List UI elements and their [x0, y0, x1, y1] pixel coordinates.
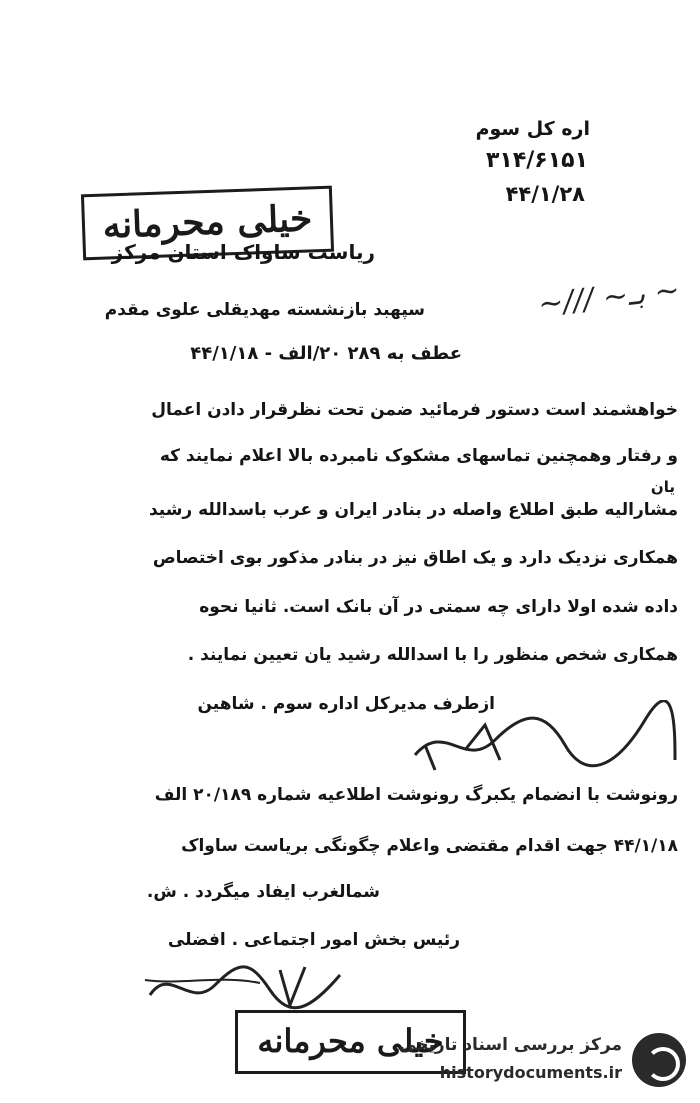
reference-line: عطف به ۲۸۹ ۲۰/الف - ۴۴/۱/۱۸: [190, 343, 462, 364]
archive-url: historydocuments.ir: [439, 1063, 622, 1082]
body-line: همکاری شخص منظور را با اسدالله رشید یان تعیین نمایند .: [187, 645, 678, 665]
body-line: همکاری نزدیک دارد و یک اطاق نیز در بنادر مذکور بوی اختصاص: [152, 548, 678, 568]
subject-line: سپهبد بازنشسته مهدیقلی علوی مقدم: [104, 300, 425, 320]
body-line: و رفتار وهمچنین تماسهای مشکوک نامبرده بالا اعلام نمایند که: [159, 446, 678, 466]
body-line: خواهشمند است دستور فرمائید ضمن تحت نظرقرار دادن اعمال: [151, 400, 678, 420]
archive-title: مرکز بررسی اسناد تاریخی: [399, 1035, 622, 1055]
confidential-stamp-bottom: خیلی محرمانه: [235, 1010, 466, 1074]
handwritten-signature: [140, 955, 380, 1015]
section-head-line: رئیس بخش امور اجتماعی . افضلی: [167, 930, 460, 950]
body-insert: یان: [650, 478, 675, 496]
confidential-stamp-top: خیلی محرمانه: [81, 186, 334, 261]
archive-logo-icon: [632, 1033, 686, 1087]
archive-watermark: [399, 1029, 692, 1095]
recipient-line: ریاست ساواک استان مرکز: [111, 240, 375, 264]
copy-note-line: رونوشت با انضمام یکبرگ رونوشت اطلاعیه شماره ۲۰/۱۸۹ الف: [154, 785, 678, 805]
handwritten-scribble: [405, 700, 685, 780]
department-label: اره کل سوم: [475, 118, 590, 140]
letter-date: ۴۴/۱/۲۸: [505, 182, 585, 206]
handwritten-annotation: ~ بـ~ ///~: [536, 272, 682, 323]
copy-note-line: ۴۴/۱/۱۸ جهت اقدام مقتضی واعلام چگونگی بریاست ساواک: [181, 836, 678, 856]
signature-line: ازطرف مدیرکل اداره سوم . شاهین: [197, 694, 495, 714]
body-line: داده شده اولا دارای چه سمتی در آن بانک است. ثانیا نحوه: [199, 597, 678, 617]
body-line: مشارالیه طبق اطلاع واصله در بنادر ایران و عرب باسدالله رشید: [148, 500, 678, 520]
copy-note-line: شمالغرب ایفاد میگردد . ش.: [146, 882, 380, 902]
letter-number: ۳۱۴/۶۱۵۱: [485, 148, 588, 173]
